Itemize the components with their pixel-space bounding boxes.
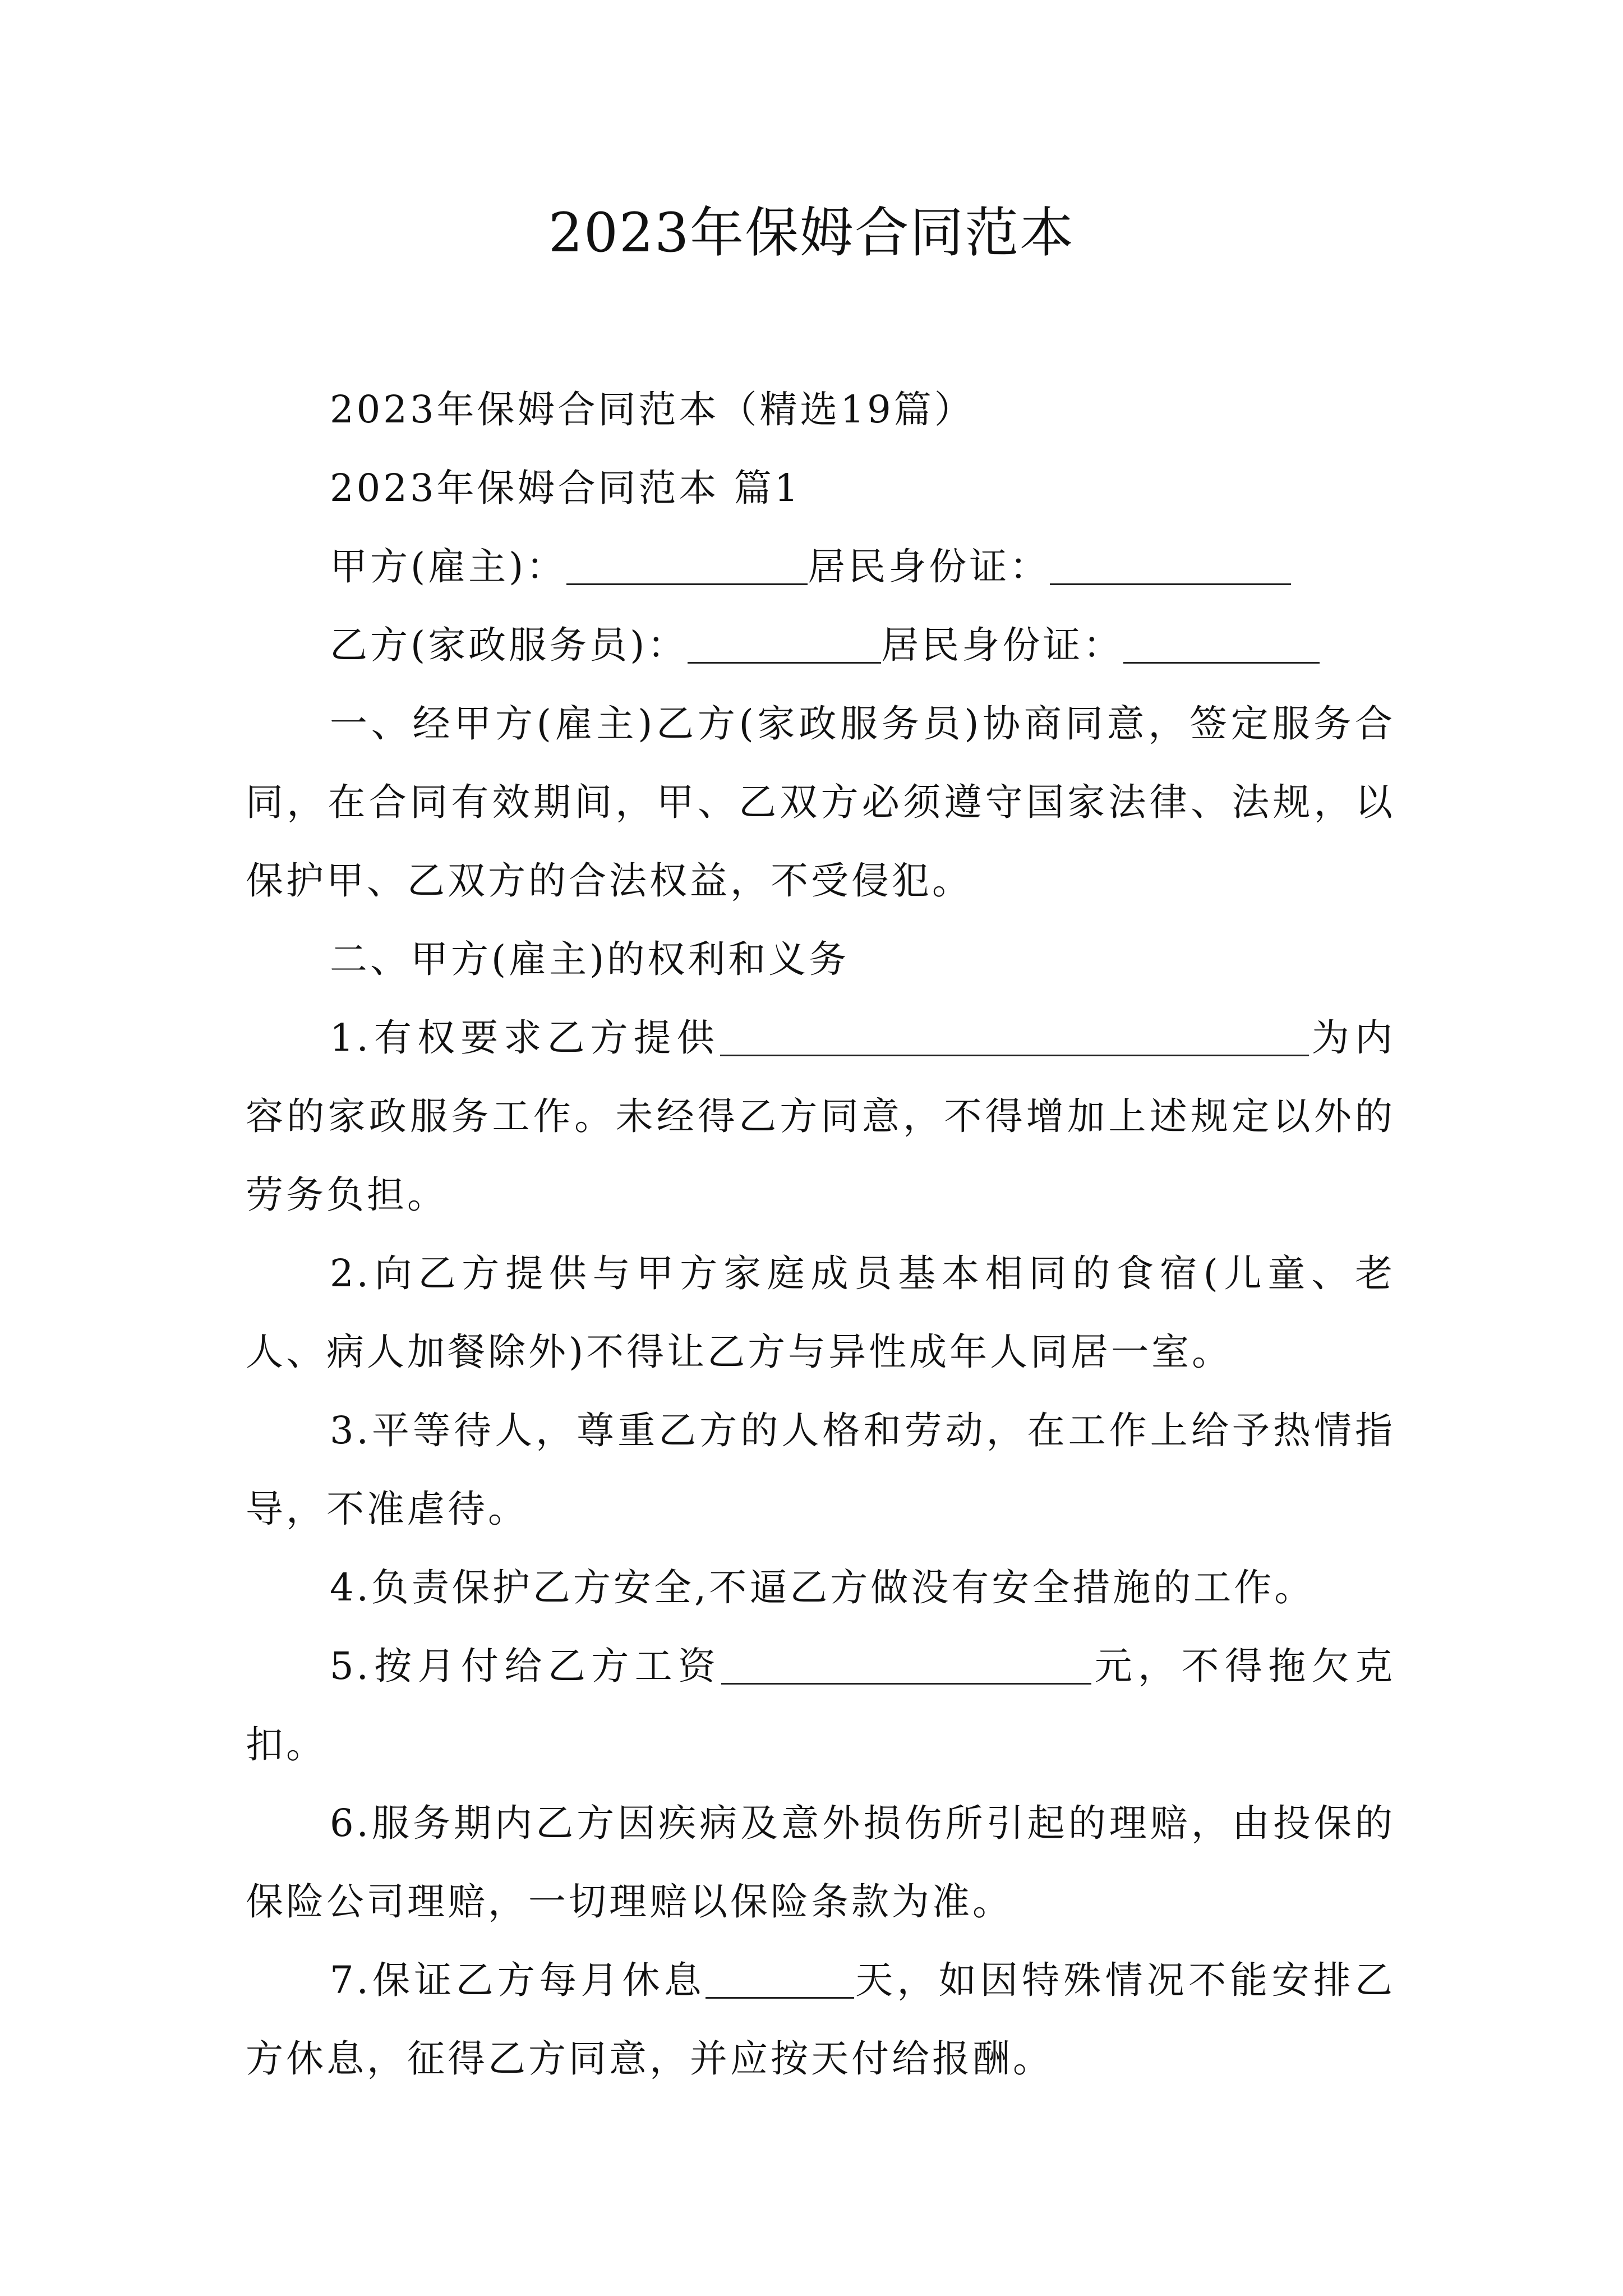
item-1-after: 为内容的家政服务工作。未经得乙方同意，不得增加上述规定以外的劳务负担。 bbox=[246, 1016, 1395, 1217]
item-4: 4.负责保护乙方安全,不逼乙方做没有安全措施的工作。 bbox=[330, 1566, 1315, 1609]
item-7 bbox=[246, 1941, 1395, 2098]
section-heading: 2023年保姆合同范本 篇1 bbox=[330, 466, 801, 510]
party-a-name-blank bbox=[566, 544, 808, 585]
item-1 bbox=[246, 999, 1395, 1234]
rest-days-blank bbox=[706, 1958, 854, 1999]
subtitle: 2023年保姆合同范本（精选19篇） bbox=[330, 388, 975, 431]
item-7-after: 天，如因特殊情况不能安排乙方休息，征得乙方同意，并应按天付给报酬。 bbox=[246, 1958, 1395, 2081]
salary-blank bbox=[721, 1644, 1091, 1685]
item-6: 6.服务期内乙方因疾病及意外损伤所引起的理赔，由投保的保险公司理赔，一切理赔以保险条款为准。 bbox=[246, 1801, 1395, 1924]
item-1-before: 1.有权要求乙方提供 bbox=[330, 1016, 720, 1060]
document-body bbox=[246, 370, 1395, 2098]
item-5-after: 元，不得拖欠克扣。 bbox=[246, 1644, 1395, 1766]
party-b-id-label: 居民身份证： bbox=[881, 623, 1124, 667]
party-a-line bbox=[246, 527, 1395, 606]
party-a-id-blank bbox=[1050, 544, 1291, 585]
document-title: 2023年保姆合同范本 bbox=[548, 201, 1075, 264]
party-a-id-label: 居民身份证： bbox=[808, 545, 1050, 588]
item-5-before: 5.按月付给乙方工资 bbox=[330, 1644, 722, 1688]
clause-2-heading: 二、甲方(雇主)的权利和义务 bbox=[330, 937, 850, 981]
item-5 bbox=[246, 1627, 1395, 1784]
party-a-label: 甲方(雇主)： bbox=[330, 545, 567, 588]
party-b-id-blank bbox=[1123, 623, 1320, 664]
service-content-blank bbox=[720, 1015, 1309, 1056]
item-3: 3.平等待人，尊重乙方的人格和劳动，在工作上给予热情指导，不准虐待。 bbox=[246, 1409, 1395, 1531]
party-b-line bbox=[246, 606, 1395, 684]
party-b-label: 乙方(家政服务员)： bbox=[330, 623, 688, 667]
item-7-before: 7.保证乙方每月休息 bbox=[330, 1958, 706, 2002]
item-2: 2.向乙方提供与甲方家庭成员基本相同的食宿(儿童、老人、病人加餐除外)不得让乙方与异性成年人同居一室。 bbox=[246, 1251, 1395, 1374]
clause-1: 一、经甲方(雇主)乙方(家政服务员)协商同意，签定服务合同，在合同有效期间，甲、乙双方必须遵守国家法律、法规，以保护甲、乙双方的合法权益，不受侵犯。 bbox=[246, 702, 1395, 903]
party-b-name-blank bbox=[688, 623, 881, 664]
